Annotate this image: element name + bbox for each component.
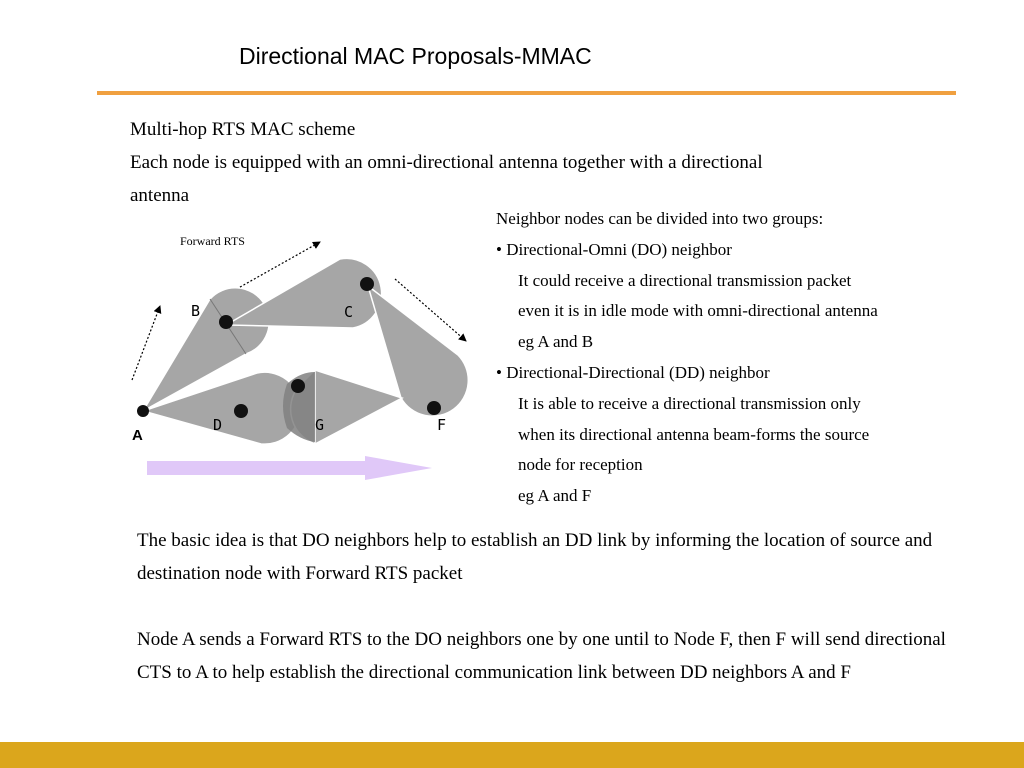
node-c: [360, 277, 374, 291]
do-example: eg A and B: [518, 332, 594, 352]
intro-line-1: Multi-hop RTS MAC scheme: [130, 119, 356, 140]
node-a: [137, 405, 149, 417]
node-g: [291, 379, 305, 393]
title-underline: [97, 91, 956, 95]
node-b-label: B: [191, 302, 201, 320]
neighbor-groups: [496, 204, 996, 512]
node-d-label: D: [213, 416, 223, 434]
do-neighbor-label: • Directional-Omni (DO) neighbor: [496, 239, 732, 259]
node-a-label: A: [132, 427, 143, 444]
dd-example: eg A and F: [518, 486, 592, 506]
explanation-paragraph-1: The basic idea is that DO neighbors help to establish an DD link by informing the location of source and destination node with Forward RTS packet: [137, 530, 933, 584]
forward-rts-label: Forward RTS: [180, 234, 245, 248]
intro-line-2: Each node is equipped with an omni-directional antenna together with a directional: [130, 152, 763, 173]
groups-heading: Neighbor nodes can be divided into two groups:: [496, 209, 824, 228]
dd-description-3: node for reception: [518, 455, 643, 475]
node-b: [219, 315, 233, 329]
node-f-label: F: [437, 416, 447, 434]
footer-bar: [0, 742, 1024, 768]
intro-line-3: antenna: [130, 185, 190, 206]
dd-neighbor-label: • Directional-Directional (DD) neighbor: [496, 362, 770, 382]
dd-description-1: It is able to receive a directional transmission only: [518, 393, 861, 413]
forward-rts-arrow-1: [132, 306, 160, 380]
explanation-paragraph-2: Node A sends a Forward RTS to the DO neighbors one by one until to Node F, then F will send directional CTS to A to help establish the directional communication link between DD neighbors A and F: [137, 629, 946, 683]
slide-title: Directional MAC Proposals-MMAC: [239, 43, 592, 69]
node-c-label: C: [344, 303, 354, 321]
node-f: [427, 401, 441, 415]
dd-description-2: when its directional antenna beam-forms the source: [518, 424, 870, 444]
do-description-1: It could receive a directional transmission packet: [518, 270, 852, 290]
mmac-diagram: [118, 225, 478, 490]
intro-text: [130, 113, 920, 212]
node-g-label: G: [315, 416, 325, 434]
explanation-text: [137, 524, 977, 689]
direction-arrow: [147, 456, 432, 480]
do-description-2: even it is in idle mode with omni-directional antenna: [518, 301, 878, 321]
node-d: [234, 404, 248, 418]
